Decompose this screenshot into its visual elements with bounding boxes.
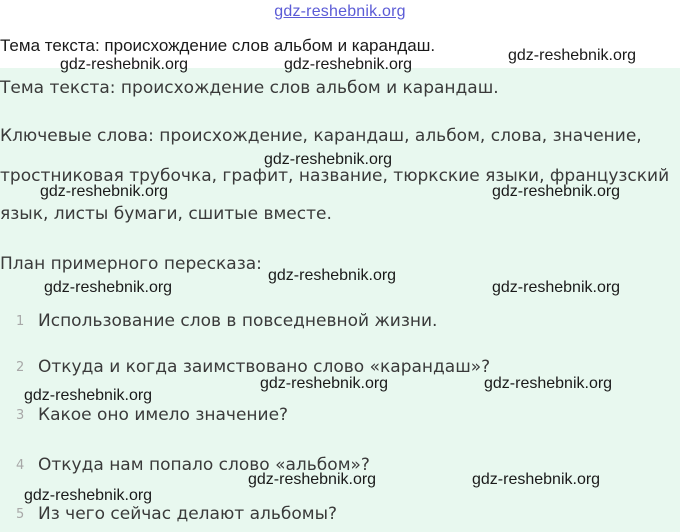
watermark-text: gdz-reshebnik.org [260,375,389,392]
keywords-line-3: язык, листы бумаги, сшитые вместе. [0,204,332,224]
watermark-text: gdz-reshebnik.org [472,471,601,488]
plan-item-text: Откуда и когда заимствовано слово «карандаш»? [38,357,491,377]
plan-item-text: Откуда нам попало слово «альбом»? [38,455,370,475]
watermark-text: gdz-reshebnik.org [248,471,377,488]
plan-item-number: 3 [16,408,25,423]
watermark-text: gdz-reshebnik.org [40,183,169,200]
watermark-text: gdz-reshebnik.org [492,183,621,200]
plan-item-text: Из чего сейчас делают альбомы? [38,504,338,524]
watermark-text: gdz-reshebnik.org [484,375,613,392]
plan-item-number: 1 [16,314,25,329]
watermark-text: gdz-reshebnik.org [284,56,413,73]
plan-item-text: Какое оно имело значение? [38,405,289,425]
watermark-text: gdz-reshebnik.org [508,47,637,64]
watermark-text: gdz-reshebnik.org [60,56,189,73]
watermark-text: gdz-reshebnik.org [44,279,173,296]
site-logo[interactable]: gdz-reshebnik.org [274,3,406,20]
watermark-text: gdz-reshebnik.org [24,487,153,504]
plan-item-number: 2 [16,360,25,375]
content-card [0,68,680,532]
plan-title: План примерного пересказа: [0,254,262,274]
watermark-text: gdz-reshebnik.org [24,387,153,404]
plan-item-text: Использование слов в повседневной жизни. [38,311,438,331]
keywords-line-2: тростниковая трубочка, графит, название, тюркские языки, французский [0,166,670,186]
watermark-text: gdz-reshebnik.org [492,279,621,296]
watermark-text: gdz-reshebnik.org [264,151,393,168]
plan-item-number: 5 [16,507,25,522]
keywords-line-1: Ключевые слова: происхождение, карандаш, альбом, слова, значение, [0,126,642,146]
watermark-text: gdz-reshebnik.org [268,267,397,284]
card-topic-line: Тема текста: происхождение слов альбом и карандаш. [0,78,499,98]
plan-item-number: 4 [16,458,25,473]
topic-heading: Тема текста: происхождение слов альбом и карандаш. [0,36,436,55]
